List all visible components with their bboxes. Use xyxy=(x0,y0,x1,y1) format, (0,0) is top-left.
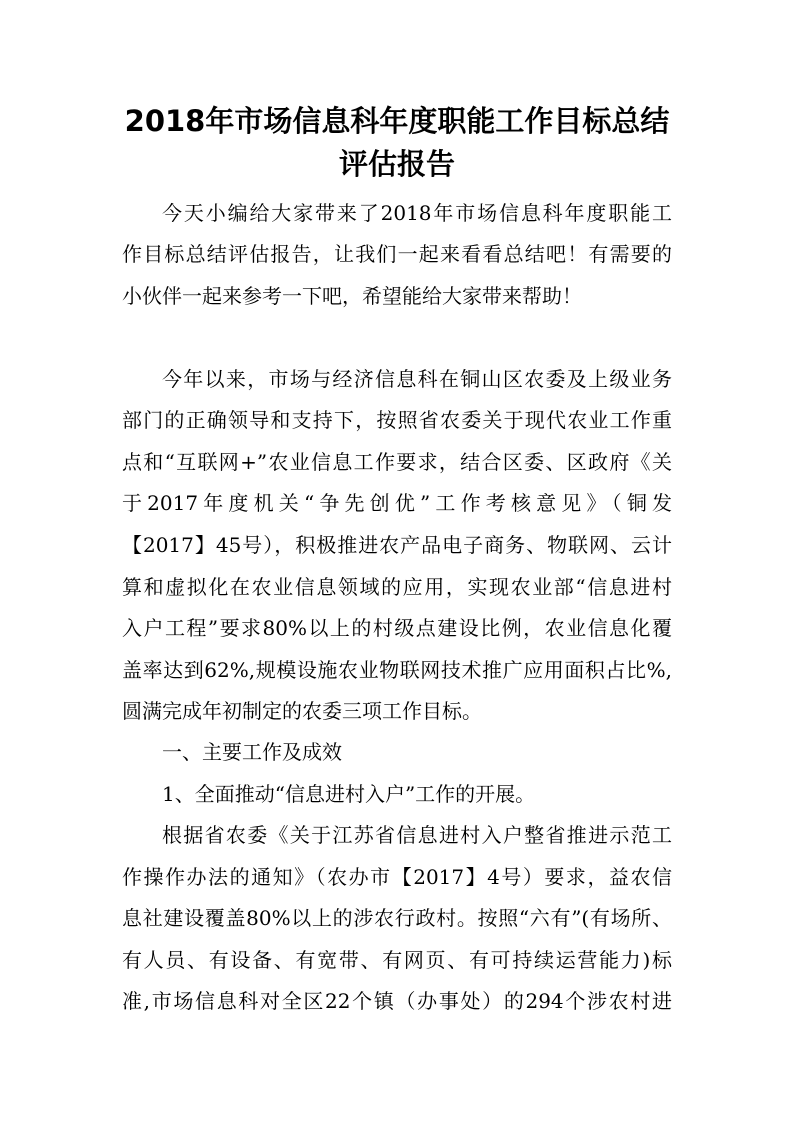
paragraph1-line-5: 【2017】45号），积极推进农产品电子商务、物联网、云计 xyxy=(122,533,672,557)
document-title-line-2: 评估报告 xyxy=(338,147,455,181)
paragraph2-line-1: 根据省农委《关于江苏省信息进村入户整省推进示范工 xyxy=(162,823,672,847)
paragraph2-line-4: 有人员、有设备、有宽带、有网页、有可持续运营能力)标 xyxy=(122,948,672,972)
paragraph2-line-2: 作操作办法的通知》（农办市【2017】4号）要求，益农信 xyxy=(122,865,672,889)
paragraph1-line-2: 部门的正确领导和支持下，按照省农委关于现代农业工作重 xyxy=(122,408,672,432)
subsection-heading: 1、全面推动“信息进村入户”工作的开展。 xyxy=(162,782,536,806)
intro-line-3: 小伙伴一起来参考一下吧，希望能给大家带来帮助！ xyxy=(122,284,582,308)
paragraph2-line-3: 息社建设覆盖80%以上的涉农行政村。按照“六有”(有场所、 xyxy=(122,906,672,930)
intro-line-1: 今天小编给大家带来了2018年市场信息科年度职能工 xyxy=(162,201,672,225)
paragraph1-line-4: 于2017年度机关“争先创优”工作考核意见》（铜发 xyxy=(122,491,672,515)
paragraph1-line-8: 盖率达到62%,规模设施农业物联网技术推广应用面积占比%, xyxy=(122,658,672,682)
paragraph1-line-9: 圆满完成年初制定的农委三项工作目标。 xyxy=(122,699,482,723)
paragraph1-line-3: 点和“互联网+”农业信息工作要求，结合区委、区政府《关 xyxy=(122,450,672,474)
section-heading: 一、主要工作及成效 xyxy=(162,740,342,764)
document-title-line-1: 2018年市场信息科年度职能工作目标总结 xyxy=(124,104,670,138)
paragraph1-line-7: 入户工程”要求80%以上的村级点建设比例，农业信息化覆 xyxy=(122,616,672,640)
intro-line-2: 作目标总结评估报告，让我们一起来看看总结吧！有需要的 xyxy=(122,242,672,266)
paragraph1-line-1: 今年以来，市场与经济信息科在铜山区农委及上级业务 xyxy=(162,367,672,391)
paragraph2-line-5: 准,市场信息科对全区22个镇（办事处）的294个涉农村进 xyxy=(122,989,672,1013)
paragraph1-line-6: 算和虚拟化在农业信息领域的应用，实现农业部“信息进村 xyxy=(122,575,672,599)
